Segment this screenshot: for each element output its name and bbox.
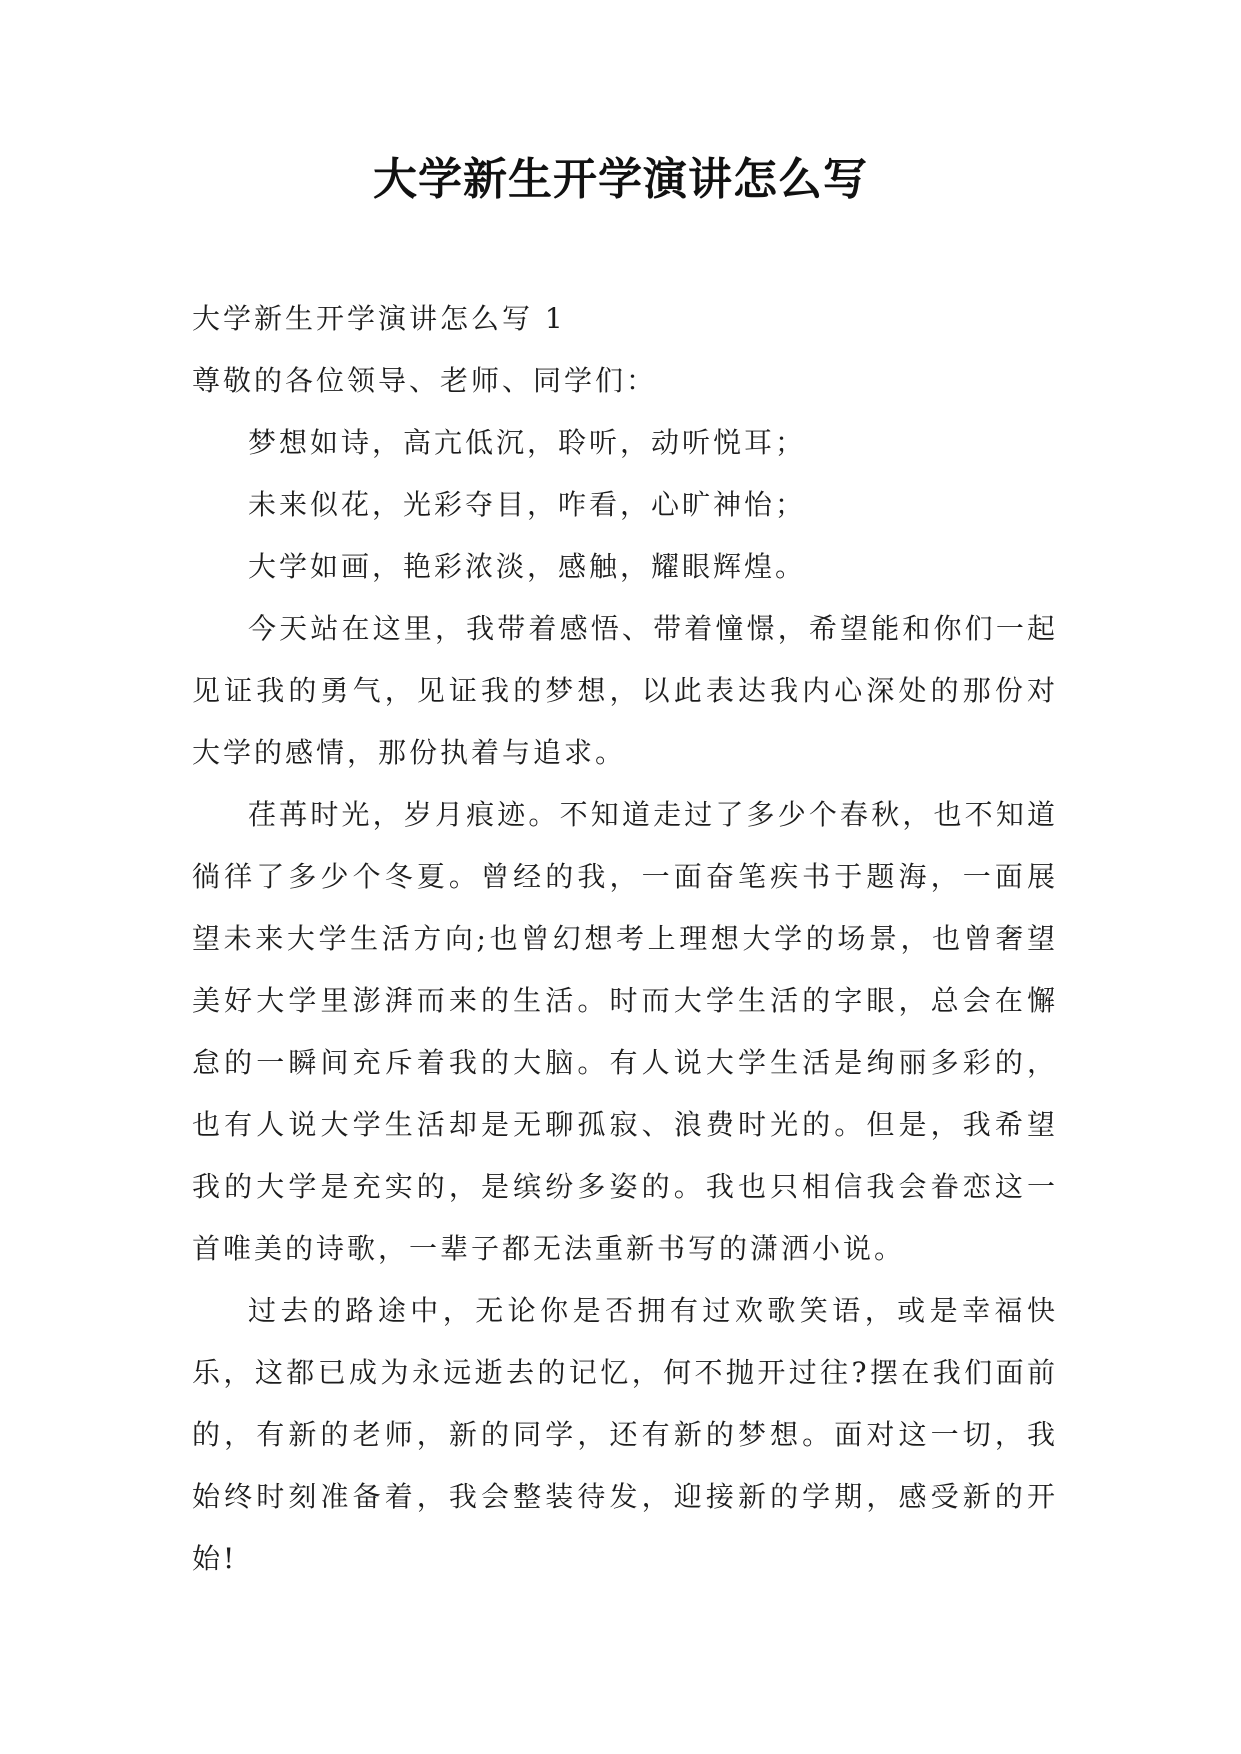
document-title: 大学新生开学演讲怎么写 [373,154,868,205]
verse-line: 大学如画，艳彩浓淡，感触，耀眼辉煌。 [248,550,807,583]
salutation: 尊敬的各位领导、老师、同学们： [192,364,658,397]
document-body [192,288,1058,1590]
verse-line: 未来似花，光彩夺目，咋看，心旷神怡； [248,488,807,521]
section-heading: 大学新生开学演讲怎么写 1 [192,302,566,335]
verse-line: 梦想如诗，高亢低沉，聆听，动听悦耳； [248,426,807,459]
body-paragraph: 今天站在这里，我带着感悟、带着憧憬，希望能和你们一起见证我的勇气，见证我的梦想，以此表达我内心深处的那份对大学的感情，那份执着与追求。 [192,612,1058,769]
body-paragraph: 荏苒时光，岁月痕迹。不知道走过了多少个春秋，也不知道徜徉了多少个冬夏。曾经的我，一面奋笔疾书于题海，一面展望未来大学生活方向;也曾幻想考上理想大学的场景，也曾奢望美好大学里澎湃而来的生活。时而大学生活的字眼，总会在懈怠的一瞬间充斥着我的大脑。有人说大学生活是绚丽多彩的，也有人说大学生活却是无聊孤寂、浪费时光的。但是，我希望我的大学是充实的，是缤纷多姿的。我也只相信我会眷恋这一首唯美的诗歌，一辈子都无法重新书写的潇洒小说。 [192,798,1058,1265]
body-paragraph: 过去的路途中，无论你是否拥有过欢歌笑语，或是幸福快乐，这都已成为永远逝去的记忆，何不抛开过往?摆在我们面前的，有新的老师，新的同学，还有新的梦想。面对这一切，我始终时刻准备着，我会整装待发，迎接新的学期，感受新的开始! [192,1294,1058,1575]
